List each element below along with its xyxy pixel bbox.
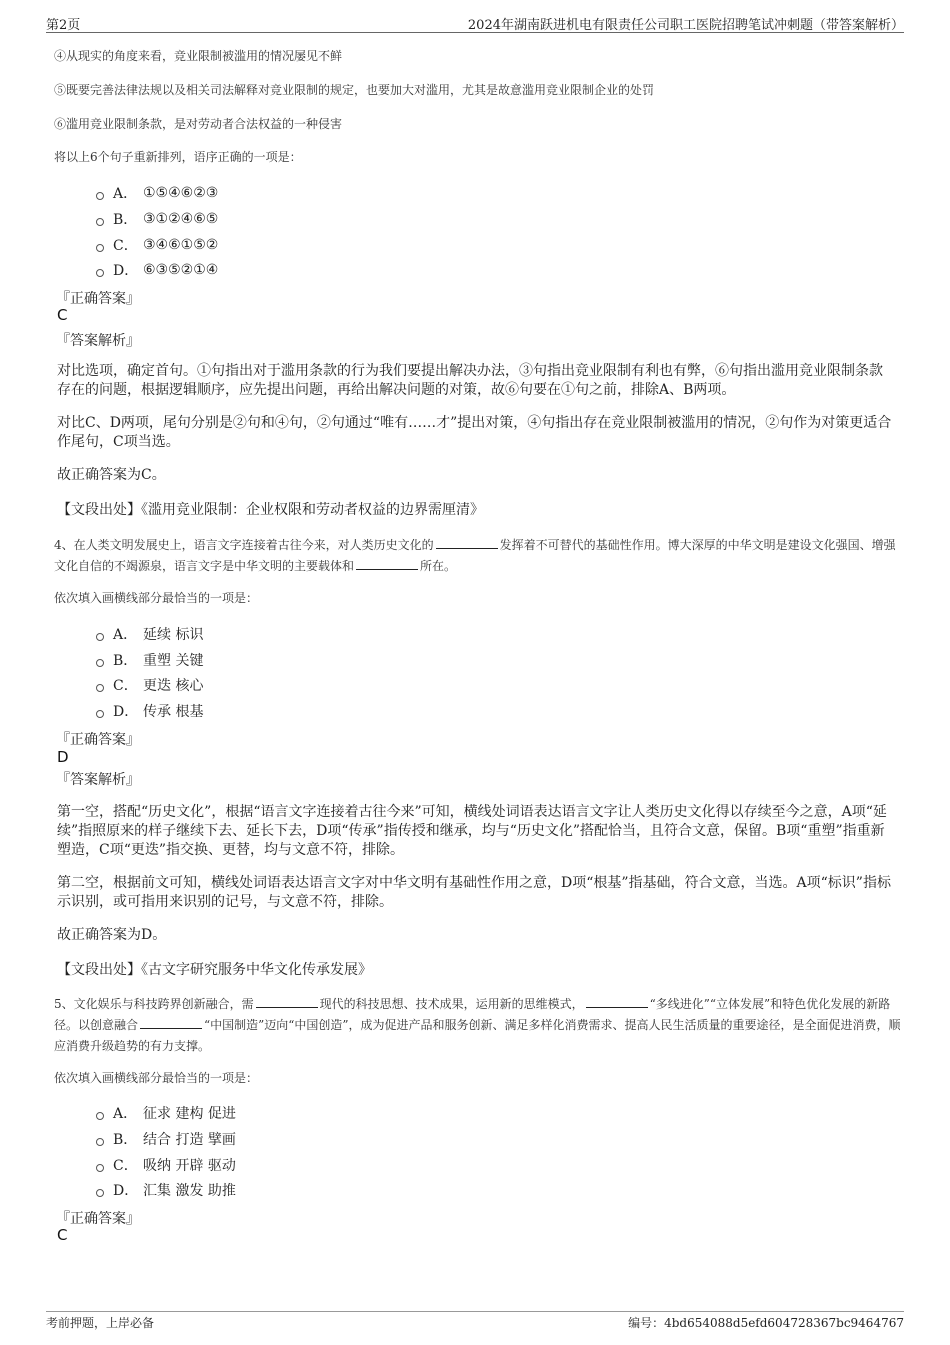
q5-option-a[interactable]: A． 征求 建构 促进 [96,1103,236,1123]
answer-value: C [57,306,68,324]
radio-icon[interactable] [96,659,104,667]
radio-icon[interactable] [96,269,104,277]
page-number: 第2页 [46,18,81,33]
q5-option-d[interactable]: D． 汇集 激发 助推 [96,1180,236,1200]
q5-option-b[interactable]: B． 结合 打造 擘画 [96,1129,236,1149]
question-prompt: 将以上6个句子重新排列，语序正确的一项是： [54,150,302,164]
q4-option-c[interactable]: C． 更迭 核心 [96,675,203,695]
sentence-5: ⑤既要完善法律法规以及相关司法解释对竞业限制的规定，也要加大对滥用，尤其是故意滥用竞业限制企业的处罚 [54,83,655,97]
radio-icon[interactable] [96,192,104,200]
answer-value: D [57,748,69,766]
q3-option-d[interactable]: D． ⑥③⑤②①④ [96,260,218,280]
header-divider [46,32,904,33]
question-prompt: 依次填入画横线部分最恰当的一项是： [54,1071,259,1085]
radio-icon[interactable] [96,1112,104,1120]
analysis-paragraph: 对比C、D两项，尾句分别是②句和④句，②句通过“唯有……才”提出对策，④句指出存在竞业限制被滥用的情况，②句作为对策更适合作尾句，C项当选。 [57,415,892,450]
radio-icon[interactable] [96,1189,104,1197]
q4-option-d[interactable]: D． 传承 根基 [96,701,203,721]
question-prompt: 依次填入画横线部分最恰当的一项是： [54,591,259,605]
radio-icon[interactable] [96,710,104,718]
radio-icon[interactable] [96,1138,104,1146]
question-stem: 4、在人类文明发展史上，语言文字连接着古往今来，对人类历史文化的 发挥着不可替代的基础性作用。博大深厚的中华文明是建设文化强国、增强文化自信的不竭源泉，语言文字是中华文明的主要载体和 所在。 [54,538,896,573]
source-reference: 【文段出处】《滥用竞业限制：企业权限和劳动者权益的边界需厘清》 [57,502,484,518]
analysis-paragraph: 对比选项，确定首句。①句指出对于滥用条款的行为我们要提出解决办法，③句指出竞业限制有利也有弊，⑥句指出滥用竞业限制条款存在的问题，根据逻辑顺序，应先提出问题，再给出解决问题的对策，故⑥句要在①句之前，排除A、B两项。 [57,363,883,398]
answer-value: C [57,1226,68,1244]
analysis-label: 『答案解析』 [56,772,140,788]
q4-option-a[interactable]: A． 延续 标识 [96,624,203,644]
fill-blank [256,995,318,1008]
analysis-paragraph: 第一空，搭配“历史文化”，根据“语言文字连接着古往今来”可知，横线处词语表达语言文字让人类历史文化得以存续至今之意，A项“延续”指照原来的样子继续下去、延长下去，D项“传承”指传授和继承，均与“历史文化”搭配恰当，且符合文意，保留。B项“重塑”指重新塑造，C项“更迭”指交换、更替，均与文意不符，排除。 [57,804,887,858]
fill-blank [586,995,648,1008]
fill-blank [436,536,498,549]
answer-label: 『正确答案』 [56,732,140,748]
document-id: 编号：4bd654088d5efd604728367bc9464767 [628,1316,904,1330]
radio-icon[interactable] [96,244,104,252]
radio-icon[interactable] [96,218,104,226]
footer-slogan: 考前押题，上岸必备 [46,1316,155,1330]
analysis-conclusion: 故正确答案为C。 [57,467,166,483]
source-reference: 【文段出处】《古文字研究服务中华文化传承发展》 [57,962,372,978]
q3-option-a[interactable]: A． ①⑤④⑥②③ [96,183,218,203]
q3-option-b[interactable]: B． ③①②④⑥⑤ [96,209,218,229]
fill-blank [356,557,418,570]
answer-label: 『正确答案』 [56,1211,140,1227]
sentence-6: ⑥滥用竞业限制条款，是对劳动者合法权益的一种侵害 [54,117,343,131]
q3-option-c[interactable]: C． ③④⑥①⑤② [96,235,218,255]
document-title: 2024年湖南跃进机电有限责任公司职工医院招聘笔试冲刺题（带答案解析） [467,18,904,33]
sentence-4: ④从现实的角度来看，竞业限制被滥用的情况屡见不鲜 [54,49,343,63]
footer-divider [46,1311,904,1312]
fill-blank [140,1016,202,1029]
analysis-label: 『答案解析』 [56,333,140,349]
answer-label: 『正确答案』 [56,291,140,307]
q5-option-c[interactable]: C． 吸纳 开辟 驱动 [96,1155,236,1175]
question-stem: 5、文化娱乐与科技跨界创新融合，需 现代的科技思想、技术成果，运用新的思维模式， “多线进化”“立体发展”和特色优化发展的新路径。以创意融合 “中国制造”迈向“中国创造”，成为促进产品和服务创新、满足多样化消费需求、提高人民生活质量的重要途径，是全面促进消费，顺应消费升级趋势的有力支撑。 [54,997,901,1053]
analysis-paragraph: 第二空，根据前文可知，横线处词语表达语言文字对中华文明有基础性作用之意，D项“根基”指基础，符合文意，当选。A项“标识”指标示识别，或可指用来识别的记号，与文意不符，排除。 [57,875,891,910]
q4-option-b[interactable]: B． 重塑 关键 [96,650,203,670]
analysis-conclusion: 故正确答案为D。 [57,927,167,943]
radio-icon[interactable] [96,684,104,692]
radio-icon[interactable] [96,633,104,641]
radio-icon[interactable] [96,1164,104,1172]
